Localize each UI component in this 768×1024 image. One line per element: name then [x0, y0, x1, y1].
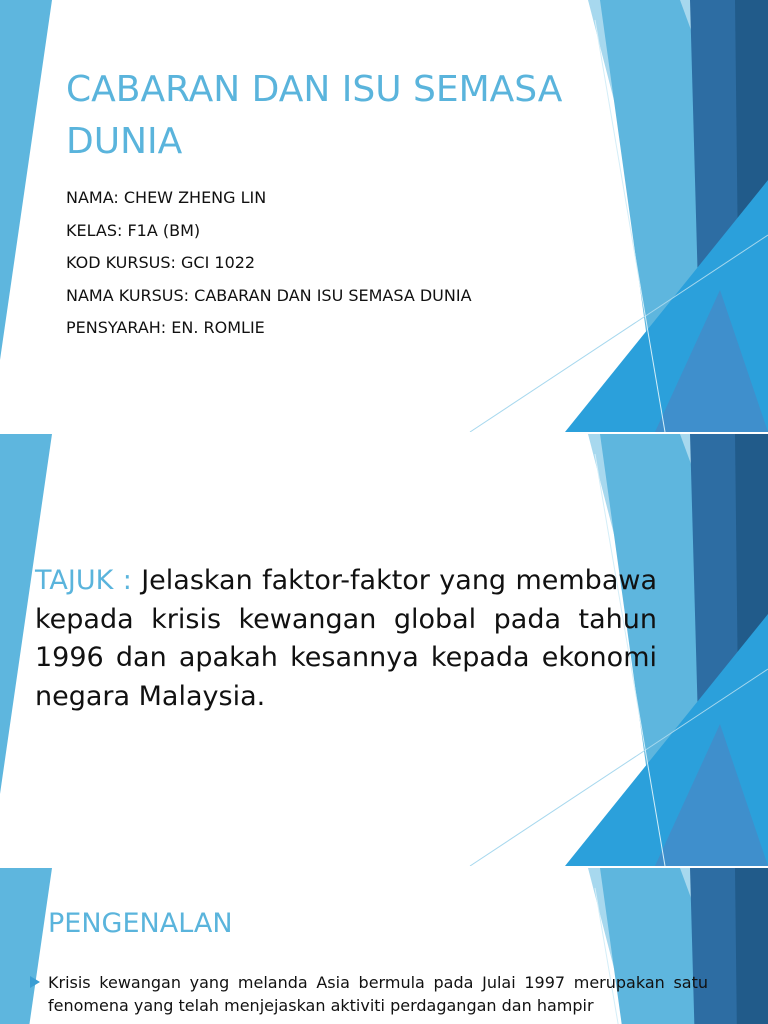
course-name: NAMA KURSUS: CABARAN DAN ISU SEMASA DUNIA: [66, 285, 472, 305]
left-triangle-decoration: [0, 0, 52, 360]
student-class: KELAS: F1A (BM): [66, 220, 201, 240]
slide-topic: [0, 434, 768, 866]
bullet-arrow-icon: [30, 976, 40, 988]
bullet-text: Krisis kewangan yang melanda Asia bermula pada Julai 1997 merupakan satu fenomena yang telah menjejaskan aktiviti perdagangan dan hampir: [48, 973, 708, 1015]
slide-title-heading: CABARAN DAN ISU SEMASA DUNIA: [66, 69, 563, 162]
section-title: PENGENALAN: [48, 908, 233, 939]
topic-label: TAJUK :: [35, 565, 132, 596]
course-code: KOD KURSUS: GCI 1022: [66, 253, 256, 272]
topic-text: Jelaskan faktor-faktor yang membawa kepada krisis kewangan global pada tahun 1996 dan apakah kesannya kepada ekonomi negara Malaysia.: [35, 565, 657, 712]
student-name: NAMA: CHEW ZHENG LIN: [66, 188, 267, 207]
topic-paragraph: [35, 562, 657, 716]
list-item: [30, 972, 708, 1017]
right-navy-facet: [735, 868, 768, 1024]
student-info-list: [66, 182, 586, 345]
slide-title: [0, 0, 768, 432]
bullet-list: [30, 972, 708, 1017]
lecturer-name: PENSYARAH: EN. ROMLIE: [66, 318, 265, 337]
slide-introduction: [0, 868, 768, 1024]
